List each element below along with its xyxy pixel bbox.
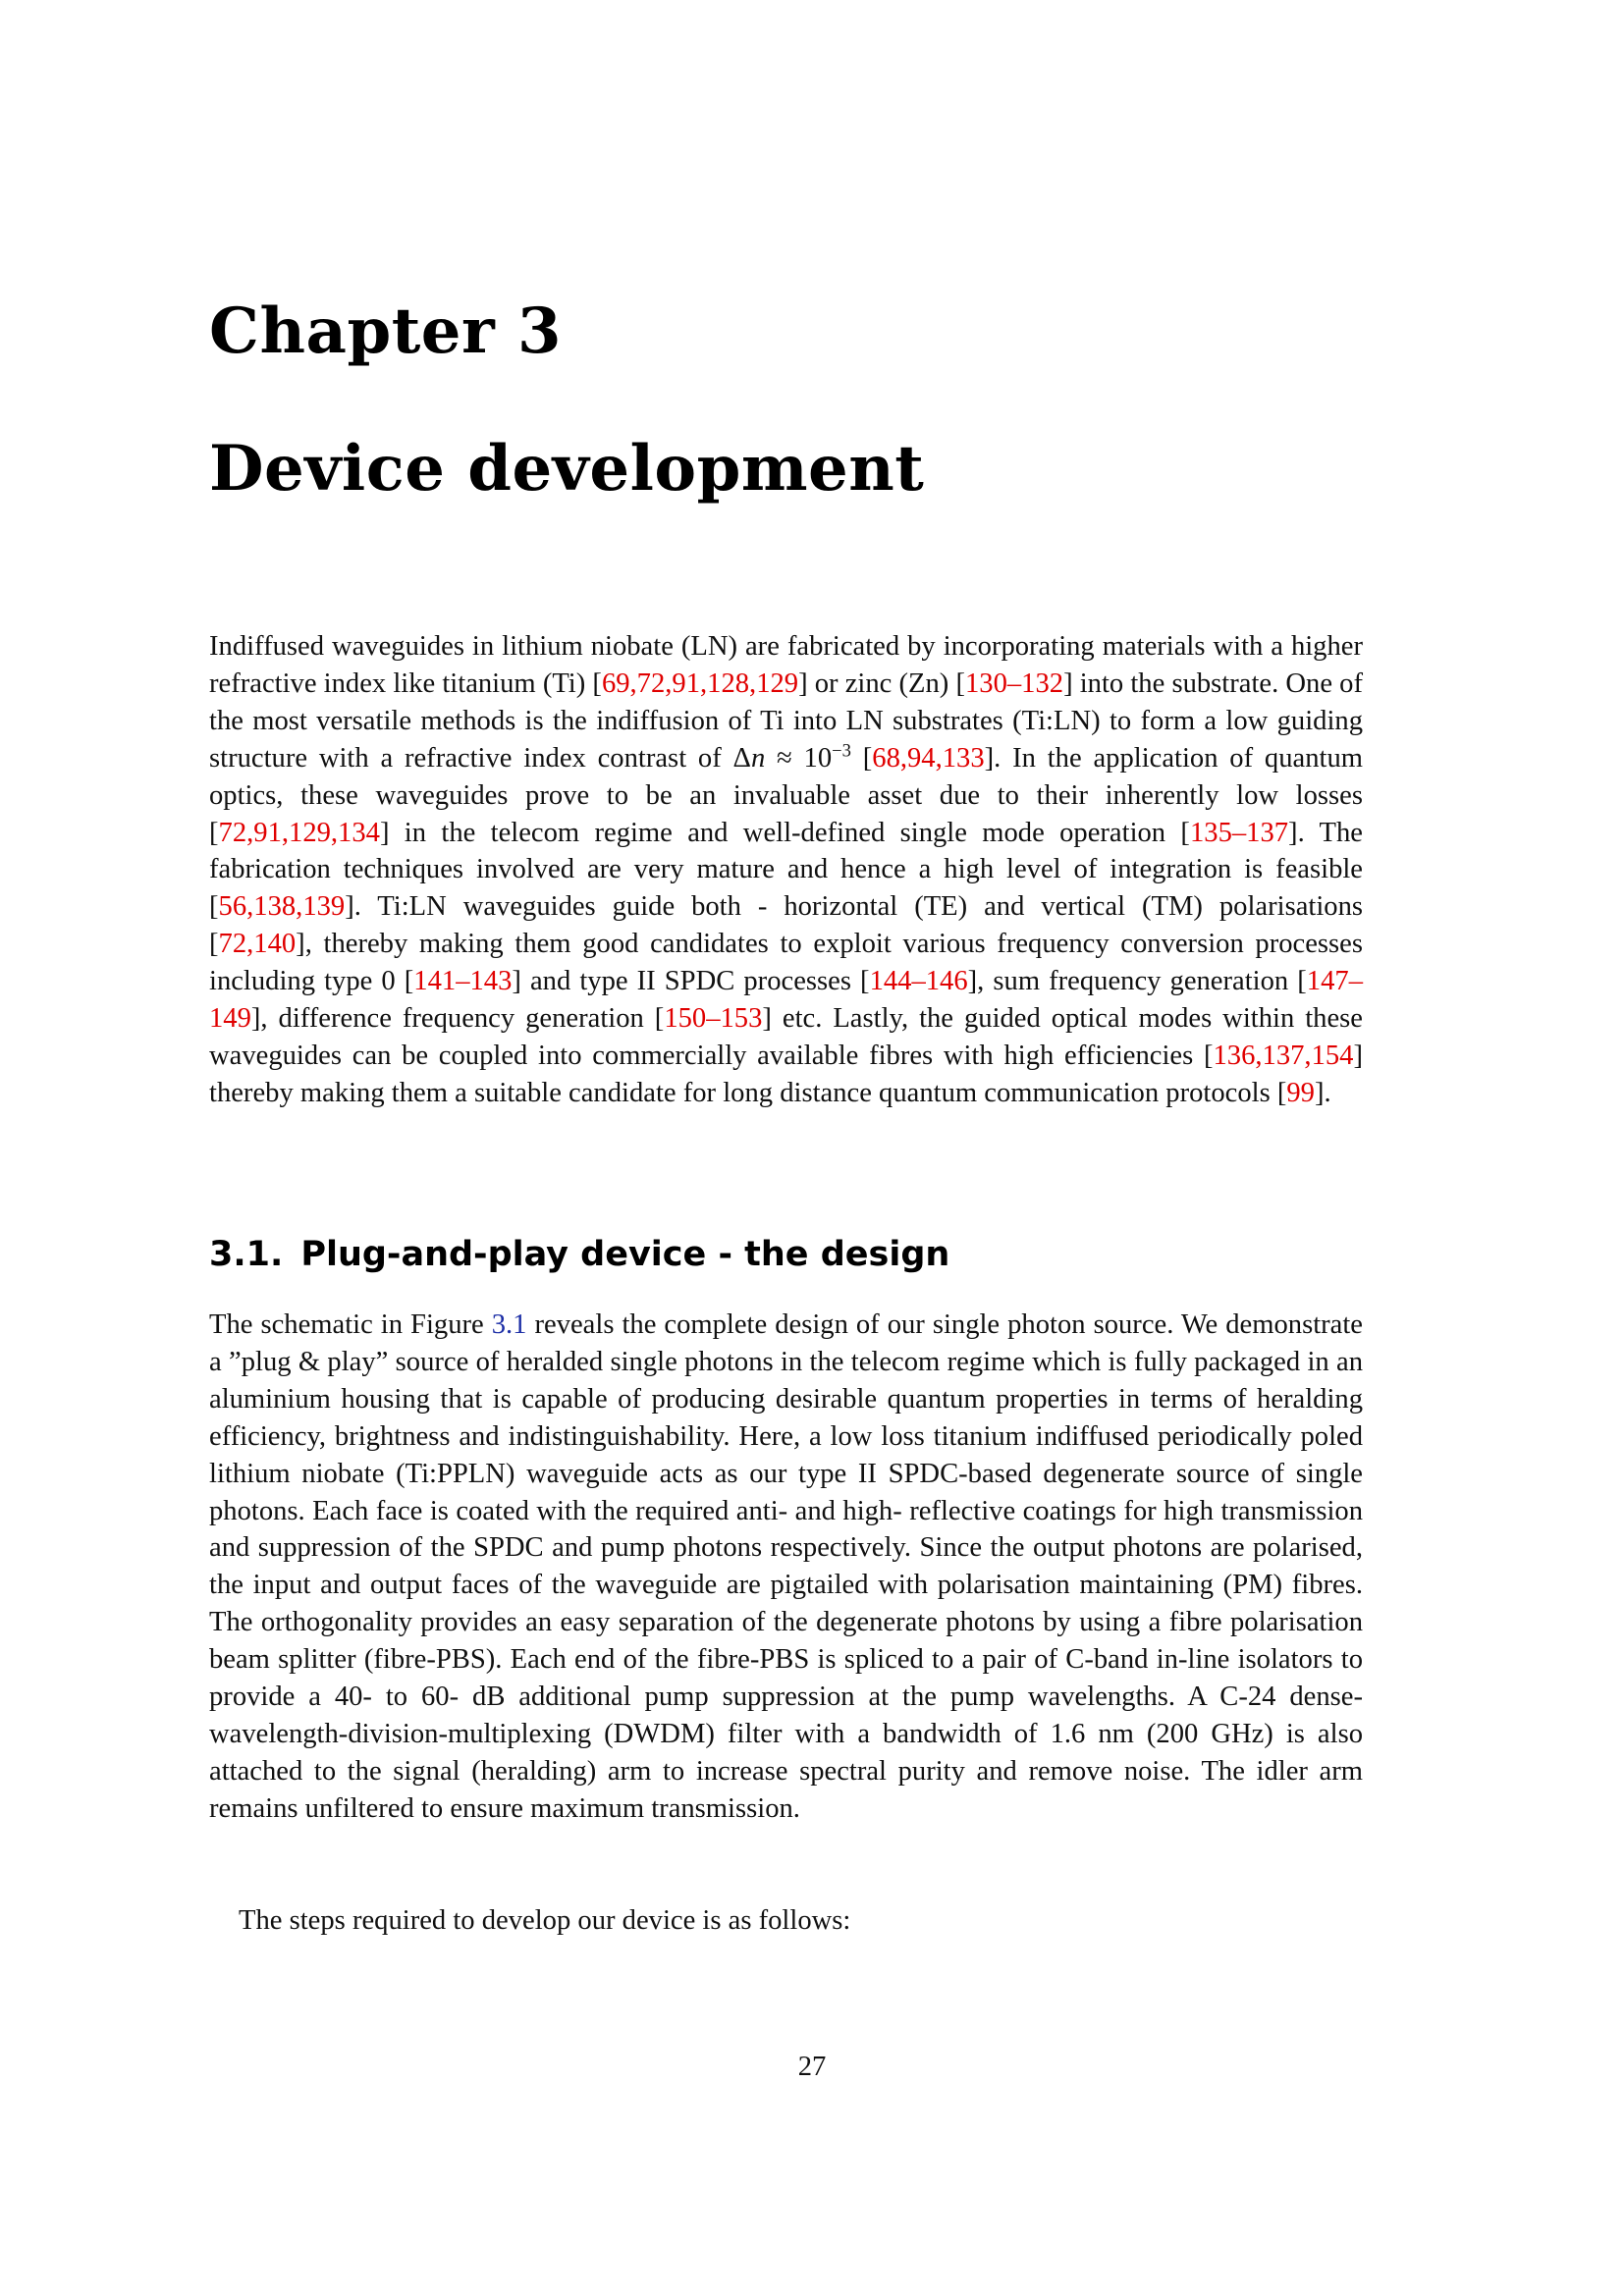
citation-link[interactable]: 136,137,154 (1213, 1040, 1354, 1071)
text-run: ]. In the application of quantum optics, these waveguides prove to be an invaluable asset due to their inherently low losses [ (209, 742, 1363, 848)
text-run: ] etc. Lastly, the guided optical modes within these waveguides can be coupled into commercially available fibres with high efficiencies [ (209, 1003, 1363, 1071)
citation-link[interactable]: 135–137 (1189, 817, 1289, 848)
text-run: ] thereby making them a suitable candidate for long distance quantum communication protocols [ (209, 1040, 1363, 1108)
text-run: ], difference frequency generation [ (250, 1003, 665, 1035)
citation-link[interactable]: 147–149 (209, 966, 1363, 1035)
citation-link[interactable]: 72,91,129,134 (218, 817, 380, 848)
text-run: ]. (1314, 1077, 1331, 1108)
steps-paragraph (209, 1902, 1363, 1940)
text-run: ] in the telecom regime and well-defined single mode operation [ (379, 817, 1190, 848)
citation-link[interactable]: 56,138,139 (218, 891, 346, 923)
text-run: reveals the complete design of our single photon source. We demonstrate a ”plug & play” source of heralded single photons in the telecom regime which is fully packaged in an aluminium housing that is capable of producing desirable quantum properties in terms of heralding efficiency, brightness and indistinguishability. Here, a low loss titanium indiffused periodically poled lithium niobate (Ti:PPLN) waveguide acts as our type II SPDC-based degenerate source of single photons. Each face is coated with the required anti- and high- reflective coatings for high transmission and suppression of the SPDC and pump photons respectively. Since the output photons are polarised, the input and output faces of the waveguide are pigtailed with polarisation maintaining (PM) fibres. The orthogonality provides an easy separation of the degenerate photons by using a fibre polarisation beam splitter (fibre-PBS). Each end of the fibre-PBS is spliced to a pair of C-band in-line isolators to provide a 40- to 60- dB additional pump suppression at the pump wavelengths. A C-24 dense-wavelength-division-multiplexing (DWDM) filter with a bandwidth of 1.6 nm (200 GHz) is also attached to the signal (heralding) arm to increase spectral purity and remove noise. The idler arm remains unfiltered to ensure maximum transmission. (209, 1309, 1363, 1824)
text-run: [ (850, 742, 873, 774)
intro-paragraph (209, 628, 1363, 1112)
chapter-title: Device development (209, 432, 925, 506)
text-run: ], thereby making them good candidates to exploit various frequency conversion processes including type 0 [ (209, 929, 1363, 997)
citation-link[interactable]: 68,94,133 (872, 742, 985, 774)
text-run: The steps required to develop our device is as follows: (239, 1905, 851, 1936)
citation-link[interactable]: 130–132 (964, 667, 1064, 699)
figure-reference-link[interactable]: 3.1 (491, 1309, 527, 1340)
section-number: 3.1. (209, 1235, 284, 1274)
math-variable: n (750, 742, 766, 774)
citation-link[interactable]: 144–146 (869, 966, 968, 997)
text-run: ] or zinc (Zn) [ (798, 667, 965, 699)
text-run: ] into the substrate. One of the most versatile methods is the indiffusion of Ti into LN substrates (Ti:LN) to form a low guiding structure with a refractive index contrast of Δ (209, 667, 1363, 774)
text-run: ], sum frequency generation [ (967, 966, 1307, 997)
section-title: Plug-and-play device - the design (300, 1235, 950, 1274)
math-exponent: −3 (832, 740, 851, 762)
citation-link[interactable]: 150–153 (664, 1003, 763, 1035)
text-run: Indiffused waveguides in lithium niobate (LN) are fabricated by incorporating materials with a higher refractive index like titanium (Ti) [ (209, 631, 1363, 699)
citation-link[interactable]: 99 (1286, 1077, 1315, 1108)
section-heading (209, 1235, 949, 1274)
chapter-label: Chapter 3 (209, 294, 562, 368)
design-paragraph (209, 1307, 1363, 1828)
text-run: The schematic in Figure (209, 1309, 492, 1340)
text-run: ] and type II SPDC processes [ (512, 966, 870, 997)
math-text: ≈ 10 (765, 742, 833, 774)
citation-link[interactable]: 69,72,91,128,129 (601, 667, 799, 699)
text-run: ]. Ti:LN waveguides guide both - horizontal (TE) and vertical (TM) polarisations [ (209, 891, 1363, 960)
text-run: ]. The fabrication techniques involved are very mature and hence a high level of integration is feasible [ (209, 817, 1363, 923)
citation-link[interactable]: 72,140 (218, 929, 297, 960)
citation-link[interactable]: 141–143 (413, 966, 513, 997)
page-number: 27 (797, 2052, 827, 2082)
